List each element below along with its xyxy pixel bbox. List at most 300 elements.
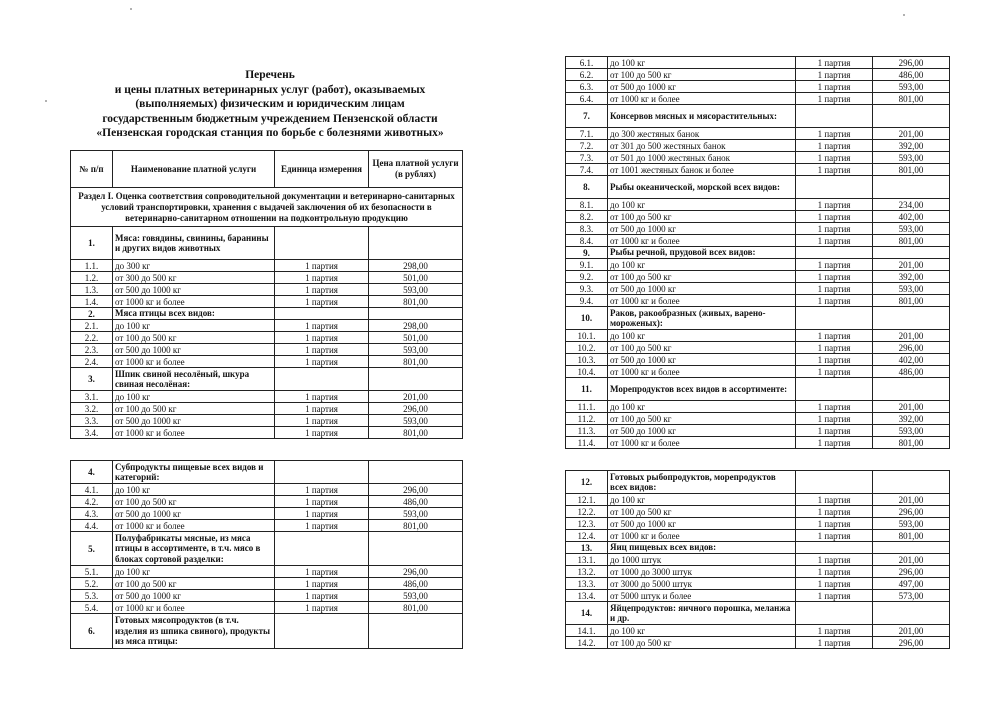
cell-num: 11.1. — [566, 401, 608, 413]
cell-name: от 1001 жестяных банок и более — [608, 164, 796, 176]
table-row — [566, 93, 950, 105]
cell-name: от 1000 кг и более — [608, 530, 796, 542]
cell-unit: 1 партия — [275, 391, 369, 403]
table-row — [566, 342, 950, 354]
cell-unit: 1 партия — [275, 602, 369, 614]
cell-price: 201,00 — [873, 625, 950, 637]
cell-price: 801,00 — [873, 164, 950, 176]
table-row — [566, 590, 950, 602]
cell-name: от 500 до 1000 кг — [608, 518, 796, 530]
cell-num: 8.4. — [566, 235, 608, 247]
cell-price: 201,00 — [873, 330, 950, 342]
category-row — [566, 105, 950, 128]
cell-price: 296,00 — [873, 506, 950, 518]
cell-unit: 1 партия — [796, 425, 873, 437]
cell-name: Раков, ракообразных (живых, варено-мороженых): — [608, 307, 796, 330]
cell-num: 8.3. — [566, 223, 608, 235]
cell-price: 801,00 — [369, 602, 463, 614]
cell-unit: 1 партия — [796, 283, 873, 295]
cell-unit: 1 партия — [796, 413, 873, 425]
price-table-3 — [565, 56, 950, 449]
cell-unit: 1 партия — [796, 354, 873, 366]
cell-name: до 100 кг — [113, 391, 275, 403]
cell-price: 402,00 — [873, 354, 950, 366]
cell-price — [873, 105, 950, 128]
document-title — [70, 68, 470, 141]
cell-price — [873, 307, 950, 330]
cell-price: 486,00 — [369, 578, 463, 590]
cell-price — [369, 532, 463, 566]
table-row — [566, 506, 950, 518]
cell-price: 593,00 — [369, 284, 463, 296]
cell-num: 1.4. — [71, 296, 113, 308]
cell-name: от 100 до 500 кг — [608, 342, 796, 354]
table-row — [566, 637, 950, 649]
cell-name: от 500 до 1000 кг — [113, 508, 275, 520]
cell-name: до 100 кг — [608, 57, 796, 69]
cell-unit: 1 партия — [796, 93, 873, 105]
cell-price: 296,00 — [369, 403, 463, 415]
cell-unit — [796, 247, 873, 259]
cell-price: 801,00 — [369, 356, 463, 368]
cell-unit — [275, 461, 369, 484]
cell-unit: 1 партия — [275, 508, 369, 520]
scan-speck — [130, 8, 132, 10]
category-row — [566, 176, 950, 199]
cell-name: от 100 до 500 кг — [608, 211, 796, 223]
category-row — [566, 307, 950, 330]
cell-unit — [796, 105, 873, 128]
cell-unit: 1 партия — [275, 296, 369, 308]
table-row — [566, 530, 950, 542]
table-row — [71, 344, 463, 356]
price-table-4 — [565, 470, 950, 649]
category-row — [71, 227, 463, 260]
cell-name: Яиц пищевых всех видов: — [608, 542, 796, 554]
cell-price — [873, 378, 950, 401]
cell-unit: 1 партия — [796, 330, 873, 342]
table-row — [566, 164, 950, 176]
cell-name: от 500 до 1000 кг — [113, 415, 275, 427]
cell-unit: 1 партия — [796, 566, 873, 578]
cell-price: 201,00 — [369, 391, 463, 403]
category-row — [71, 368, 463, 391]
cell-num: 3.2. — [71, 403, 113, 415]
cell-price: 486,00 — [873, 366, 950, 378]
header-name: Наименование платной услуги — [113, 151, 275, 188]
cell-price: 593,00 — [873, 425, 950, 437]
cell-price: 801,00 — [369, 296, 463, 308]
cell-unit: 1 партия — [796, 518, 873, 530]
cell-price: 593,00 — [873, 152, 950, 164]
cell-num: 13.2. — [566, 566, 608, 578]
table-row — [566, 295, 950, 307]
table-row — [566, 259, 950, 271]
table-row — [566, 413, 950, 425]
cell-name: Морепродуктов всех видов в ассортименте: — [608, 378, 796, 401]
cell-unit: 1 партия — [796, 437, 873, 449]
cell-unit: 1 партия — [796, 152, 873, 164]
category-row — [71, 461, 463, 484]
cell-name: Шпик свиной несолёный, шкура свиная несолёная: — [113, 368, 275, 391]
cell-price: 298,00 — [369, 260, 463, 272]
cell-unit — [275, 368, 369, 391]
cell-price: 296,00 — [369, 484, 463, 496]
table-row — [566, 199, 950, 211]
cell-price: 201,00 — [873, 494, 950, 506]
cell-unit: 1 партия — [796, 140, 873, 152]
cell-unit: 1 партия — [796, 81, 873, 93]
table-row — [566, 425, 950, 437]
cell-num: 14.1. — [566, 625, 608, 637]
header-unit: Единица измерения — [275, 151, 369, 188]
cell-name: от 300 до 500 кг — [113, 272, 275, 284]
scan-speck — [45, 100, 47, 102]
cell-name: Готовых мясопродуктов (в т.ч. изделия из шпика свиного), продукты из мяса птицы: — [113, 614, 275, 649]
cell-name: до 100 кг — [608, 259, 796, 271]
table-body — [71, 461, 463, 649]
cell-num: 4.1. — [71, 484, 113, 496]
cell-unit: 1 партия — [796, 235, 873, 247]
cell-num: 11.4. — [566, 437, 608, 449]
cell-num: 10.4. — [566, 366, 608, 378]
cell-price: 486,00 — [369, 496, 463, 508]
cell-num: 9.4. — [566, 295, 608, 307]
cell-unit: 1 партия — [275, 284, 369, 296]
cell-num: 14.2. — [566, 637, 608, 649]
cell-num: 3. — [71, 368, 113, 391]
table-row — [566, 69, 950, 81]
cell-price: 296,00 — [873, 342, 950, 354]
table-row — [71, 590, 463, 602]
table-body — [71, 227, 463, 439]
cell-price: 593,00 — [369, 415, 463, 427]
cell-name: от 100 до 500 кг — [608, 69, 796, 81]
cell-name: до 100 кг — [608, 330, 796, 342]
cell-name: от 100 до 500 кг — [113, 496, 275, 508]
cell-price: 593,00 — [873, 283, 950, 295]
cell-price — [873, 542, 950, 554]
cell-num: 6.4. — [566, 93, 608, 105]
cell-num: 12.1. — [566, 494, 608, 506]
table-row — [71, 508, 463, 520]
cell-name: Рыбы речной, прудовой всех видов: — [608, 247, 796, 259]
cell-unit: 1 партия — [275, 520, 369, 532]
cell-unit: 1 партия — [275, 403, 369, 415]
cell-num: 6.2. — [566, 69, 608, 81]
cell-unit: 1 партия — [796, 128, 873, 140]
cell-name: от 500 до 1000 кг — [608, 81, 796, 93]
category-row — [71, 308, 463, 320]
cell-price: 801,00 — [873, 530, 950, 542]
cell-name: до 100 кг — [113, 320, 275, 332]
cell-num: 6.1. — [566, 57, 608, 69]
table-row — [566, 140, 950, 152]
cell-price: 501,00 — [369, 332, 463, 344]
section-title: Раздел I. Оценка соответствия сопроводительной документации и ветеринарно-санитарных условий транспортировки, хранения с выдачей заключения об их безопасности в ветеринарно-санитарном отношении на подконтрольную продукцию — [71, 188, 463, 227]
cell-price: 801,00 — [369, 520, 463, 532]
table-row — [71, 272, 463, 284]
table-row — [566, 271, 950, 283]
cell-price: 593,00 — [369, 508, 463, 520]
cell-num: 11.3. — [566, 425, 608, 437]
cell-num: 8.2. — [566, 211, 608, 223]
cell-num: 5. — [71, 532, 113, 566]
cell-unit: 1 партия — [796, 69, 873, 81]
cell-name: от 100 до 500 кг — [608, 271, 796, 283]
cell-unit: 1 партия — [796, 271, 873, 283]
cell-price: 501,00 — [369, 272, 463, 284]
cell-num: 2.3. — [71, 344, 113, 356]
table-body — [566, 57, 950, 449]
cell-price: 296,00 — [873, 566, 950, 578]
table-row — [566, 235, 950, 247]
title-line: и цены платных ветеринарных услуг (работ), оказываемых — [114, 83, 426, 96]
cell-num: 2.1. — [71, 320, 113, 332]
cell-num: 7.4. — [566, 164, 608, 176]
table-row — [566, 128, 950, 140]
cell-price: 801,00 — [873, 295, 950, 307]
cell-unit: 1 партия — [275, 496, 369, 508]
cell-name: от 500 до 1000 кг — [608, 425, 796, 437]
cell-name: Мяса: говядины, свинины, баранины и других видов животных — [113, 227, 275, 260]
cell-num: 12.4. — [566, 530, 608, 542]
cell-unit: 1 партия — [275, 272, 369, 284]
cell-name: от 1000 кг и более — [113, 296, 275, 308]
cell-unit: 1 партия — [796, 366, 873, 378]
cell-num: 4.4. — [71, 520, 113, 532]
cell-num: 12.3. — [566, 518, 608, 530]
cell-price — [873, 176, 950, 199]
cell-name: до 300 жестяных банок — [608, 128, 796, 140]
cell-price: 801,00 — [369, 427, 463, 439]
cell-num: 7. — [566, 105, 608, 128]
cell-name: от 1000 кг и более — [608, 366, 796, 378]
cell-price: 201,00 — [873, 259, 950, 271]
cell-name: от 1000 кг и более — [608, 295, 796, 307]
cell-num: 9.2. — [566, 271, 608, 283]
cell-num: 12.2. — [566, 506, 608, 518]
cell-num: 5.3. — [71, 590, 113, 602]
table-row — [566, 494, 950, 506]
category-row — [566, 247, 950, 259]
cell-unit: 1 партия — [275, 320, 369, 332]
header-price: Цена платной услуги (в рублях) — [369, 151, 463, 188]
table-row — [71, 496, 463, 508]
cell-name: от 100 до 500 кг — [608, 637, 796, 649]
table-row — [71, 415, 463, 427]
cell-num: 10.3. — [566, 354, 608, 366]
cell-unit: 1 партия — [796, 259, 873, 271]
cell-name: от 1000 до 3000 штук — [608, 566, 796, 578]
cell-price — [369, 614, 463, 649]
cell-name: от 100 до 500 кг — [608, 413, 796, 425]
cell-name: до 100 кг — [113, 484, 275, 496]
cell-num: 5.4. — [71, 602, 113, 614]
cell-num: 10. — [566, 307, 608, 330]
table-row — [566, 578, 950, 590]
cell-unit — [796, 471, 873, 494]
cell-unit — [275, 308, 369, 320]
cell-name: Рыбы океанической, морской всех видов: — [608, 176, 796, 199]
cell-name: до 1000 штук — [608, 554, 796, 566]
table-row — [566, 554, 950, 566]
table-row — [71, 356, 463, 368]
header-num: № п/п — [71, 151, 113, 188]
table-row — [566, 437, 950, 449]
table-row — [71, 520, 463, 532]
cell-num: 5.2. — [71, 578, 113, 590]
table-row — [566, 152, 950, 164]
cell-name: от 100 до 500 кг — [608, 506, 796, 518]
cell-name: от 5000 штук и более — [608, 590, 796, 602]
cell-price: 296,00 — [873, 57, 950, 69]
table-row — [566, 354, 950, 366]
cell-price: 201,00 — [873, 554, 950, 566]
cell-price: 296,00 — [369, 566, 463, 578]
cell-num: 12. — [566, 471, 608, 494]
cell-name: до 100 кг — [608, 401, 796, 413]
cell-num: 1.2. — [71, 272, 113, 284]
cell-num: 9. — [566, 247, 608, 259]
cell-num: 2. — [71, 308, 113, 320]
cell-price: 497,00 — [873, 578, 950, 590]
cell-name: от 1000 кг и более — [113, 356, 275, 368]
category-row — [566, 378, 950, 401]
cell-unit: 1 партия — [796, 295, 873, 307]
cell-num: 1. — [71, 227, 113, 260]
section-row — [71, 188, 463, 227]
cell-unit: 1 партия — [796, 637, 873, 649]
cell-num: 11. — [566, 378, 608, 401]
table-row — [566, 401, 950, 413]
cell-name: от 500 до 1000 кг — [113, 344, 275, 356]
cell-name: до 100 кг — [608, 625, 796, 637]
cell-unit: 1 партия — [796, 590, 873, 602]
cell-num: 13.4. — [566, 590, 608, 602]
cell-unit: 1 партия — [796, 401, 873, 413]
cell-num: 4.2. — [71, 496, 113, 508]
cell-num: 9.1. — [566, 259, 608, 271]
cell-num: 7.1. — [566, 128, 608, 140]
cell-unit: 1 партия — [796, 494, 873, 506]
cell-name: от 1000 кг и более — [113, 602, 275, 614]
cell-name: от 500 до 1000 кг — [608, 354, 796, 366]
table-row — [566, 81, 950, 93]
category-row — [566, 542, 950, 554]
cell-price — [369, 308, 463, 320]
table-row — [566, 566, 950, 578]
cell-name: Субпродукты пищевые всех видов и категорий: — [113, 461, 275, 484]
cell-num: 4. — [71, 461, 113, 484]
title-line: (выполняемых) физическим и юридическим лицам — [135, 98, 405, 111]
cell-price: 593,00 — [369, 590, 463, 602]
cell-name: до 100 кг — [608, 199, 796, 211]
cell-num: 5.1. — [71, 566, 113, 578]
cell-unit — [275, 227, 369, 260]
table-row — [71, 602, 463, 614]
cell-unit: 1 партия — [796, 211, 873, 223]
table-row — [566, 211, 950, 223]
cell-price: 402,00 — [873, 211, 950, 223]
table-row — [566, 330, 950, 342]
cell-num: 3.1. — [71, 391, 113, 403]
cell-price: 593,00 — [873, 223, 950, 235]
cell-price: 486,00 — [873, 69, 950, 81]
cell-num: 13.1. — [566, 554, 608, 566]
cell-price: 801,00 — [873, 437, 950, 449]
cell-unit — [796, 542, 873, 554]
cell-name: Яйцепродуктов: яичного порошка, меланжа и др. — [608, 602, 796, 625]
cell-unit: 1 партия — [796, 625, 873, 637]
cell-price: 392,00 — [873, 271, 950, 283]
cell-num: 7.2. — [566, 140, 608, 152]
cell-name: от 500 до 1000 кг — [608, 283, 796, 295]
cell-price: 392,00 — [873, 413, 950, 425]
cell-price: 392,00 — [873, 140, 950, 152]
title-line: Перечень — [245, 69, 295, 81]
cell-unit — [275, 532, 369, 566]
cell-num: 6.3. — [566, 81, 608, 93]
cell-num: 10.2. — [566, 342, 608, 354]
price-table-2 — [70, 460, 463, 649]
table-row — [566, 57, 950, 69]
table-body — [566, 471, 950, 649]
table-header-row — [71, 151, 463, 188]
cell-unit: 1 партия — [275, 344, 369, 356]
cell-num: 9.3. — [566, 283, 608, 295]
cell-num: 3.3. — [71, 415, 113, 427]
cell-unit — [796, 602, 873, 625]
cell-unit — [796, 378, 873, 401]
cell-num: 1.3. — [71, 284, 113, 296]
cell-num: 2.4. — [71, 356, 113, 368]
table-row — [71, 320, 463, 332]
cell-name: от 100 до 500 кг — [113, 403, 275, 415]
cell-price — [369, 461, 463, 484]
table-row — [71, 296, 463, 308]
table-row — [71, 332, 463, 344]
cell-unit — [275, 614, 369, 649]
cell-num: 13. — [566, 542, 608, 554]
cell-price: 201,00 — [873, 128, 950, 140]
cell-num: 7.3. — [566, 152, 608, 164]
cell-num: 4.3. — [71, 508, 113, 520]
cell-name: от 100 до 500 кг — [113, 578, 275, 590]
cell-unit: 1 партия — [796, 342, 873, 354]
cell-price — [873, 471, 950, 494]
category-row — [566, 602, 950, 625]
cell-num: 2.2. — [71, 332, 113, 344]
table-row — [566, 366, 950, 378]
category-row — [71, 614, 463, 649]
cell-num: 13.3. — [566, 578, 608, 590]
cell-price: 593,00 — [873, 518, 950, 530]
table-row — [71, 284, 463, 296]
cell-name: Консервов мясных и мясорастительных: — [608, 105, 796, 128]
cell-num: 11.2. — [566, 413, 608, 425]
cell-name: до 100 кг — [608, 494, 796, 506]
title-line: государственным бюджетным учреждением Пензенской области — [102, 112, 438, 125]
cell-price — [369, 227, 463, 260]
cell-price: 801,00 — [873, 235, 950, 247]
cell-name: от 301 до 500 жестяных банок — [608, 140, 796, 152]
cell-name: до 300 кг — [113, 260, 275, 272]
cell-unit: 1 партия — [796, 578, 873, 590]
cell-price: 296,00 — [873, 637, 950, 649]
cell-unit: 1 партия — [275, 332, 369, 344]
cell-price — [873, 247, 950, 259]
